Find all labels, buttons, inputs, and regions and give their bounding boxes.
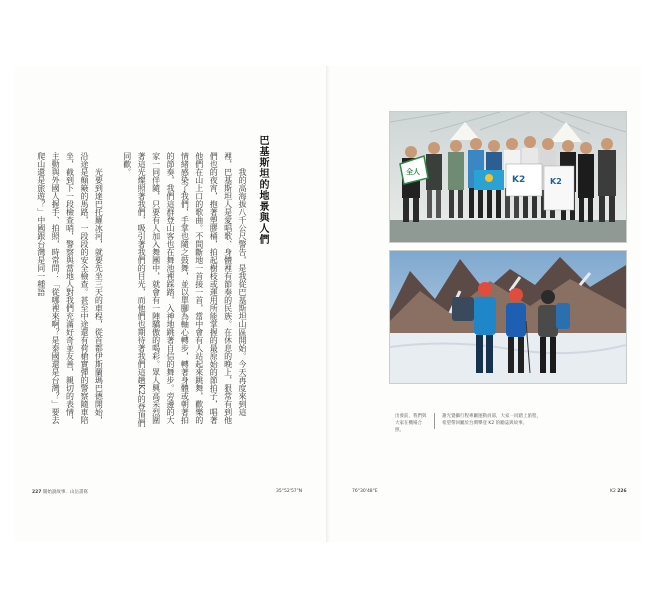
book-gutter: [326, 66, 330, 542]
banner-text-right: K2: [550, 177, 562, 186]
k2-banner: [506, 164, 542, 196]
group-photo-airport: [389, 111, 627, 243]
left-folio: [32, 489, 88, 495]
photo-caption-left: 出發前，我們與大家在機場合照。: [395, 414, 427, 433]
chapter-heading: 巴基斯坦的地景與人們: [257, 135, 268, 245]
k2-banner-right: [544, 166, 574, 210]
left-coordinate: 35°52'57"N: [276, 489, 303, 494]
right-page-number: 226: [617, 489, 627, 494]
left-running-title: 開始說故事．山岳書寫: [42, 490, 88, 495]
kazakh-flag: [474, 170, 504, 190]
photo-caption-right: 謝光覺攝行程專屬運動員部，大家一同踏上旅程，希望帶回屬於台灣攀登 K2 的勵誌與故事。: [442, 414, 541, 426]
paragraph: 光要到達巴托羅冰河，就要先坐三天的車程，從首都伊斯蘭瑪巴德開始，沿途是顛簸的馬路，一段段的安全檢查。甚至中途還有荷槍實彈的警察隨車陪坐，截到下一段檢查哨，警察與當地人對我們充滿好奇並友善，親切的表情，主動與外國人握手、拍照，時常問：「從哪裡來啊？是泰國還是台灣？」要去爬山還是旅遊？」中國跟台灣是同一種語: [36, 152, 104, 424]
body-text: [36, 152, 249, 430]
flag-text: 全人: [406, 168, 420, 176]
banner-text: K2: [512, 175, 526, 185]
right-coordinate: 76°30'48"E: [352, 489, 378, 494]
left-page-number: 227: [32, 490, 42, 495]
right-folio: [610, 489, 627, 494]
right-running-tag: K2: [610, 489, 616, 494]
caption-divider: [434, 413, 435, 429]
paragraph: 我的高海拔八千公尺警告，是我從巴基斯坦山區開始。今天再度來到這裡，巴基斯坦人是愛唱歌、身體裡有節奏的民族。在休息的晚上，狠常有到他們也的夜宵，抱著塑膠桶，拍起樹枝或運用所能掌握的最原始的節拍子，唱著他們在山上口的歌曲。不間斷地一首接一首，當中會有人站起來跳舞，歡樂的情緒感染了我們，手掌也隨之鼓舞，並以單腳為軸心轉步，轉著身體或朝著拍的節奏，我們這群登山客也在舞池裡踩踏，入神地跳著自信的舞步。旁邊的大家一同伴隨，只要有人加入舞團中，就會有一陣驕傲的喝彩。眾人興高采烈圍著這光燦照著我們，吸引著我們的目光，而他們也期待著我們這趟K2的登頂們同歡。: [122, 152, 247, 428]
climbers-photo-glacier: [389, 250, 627, 384]
